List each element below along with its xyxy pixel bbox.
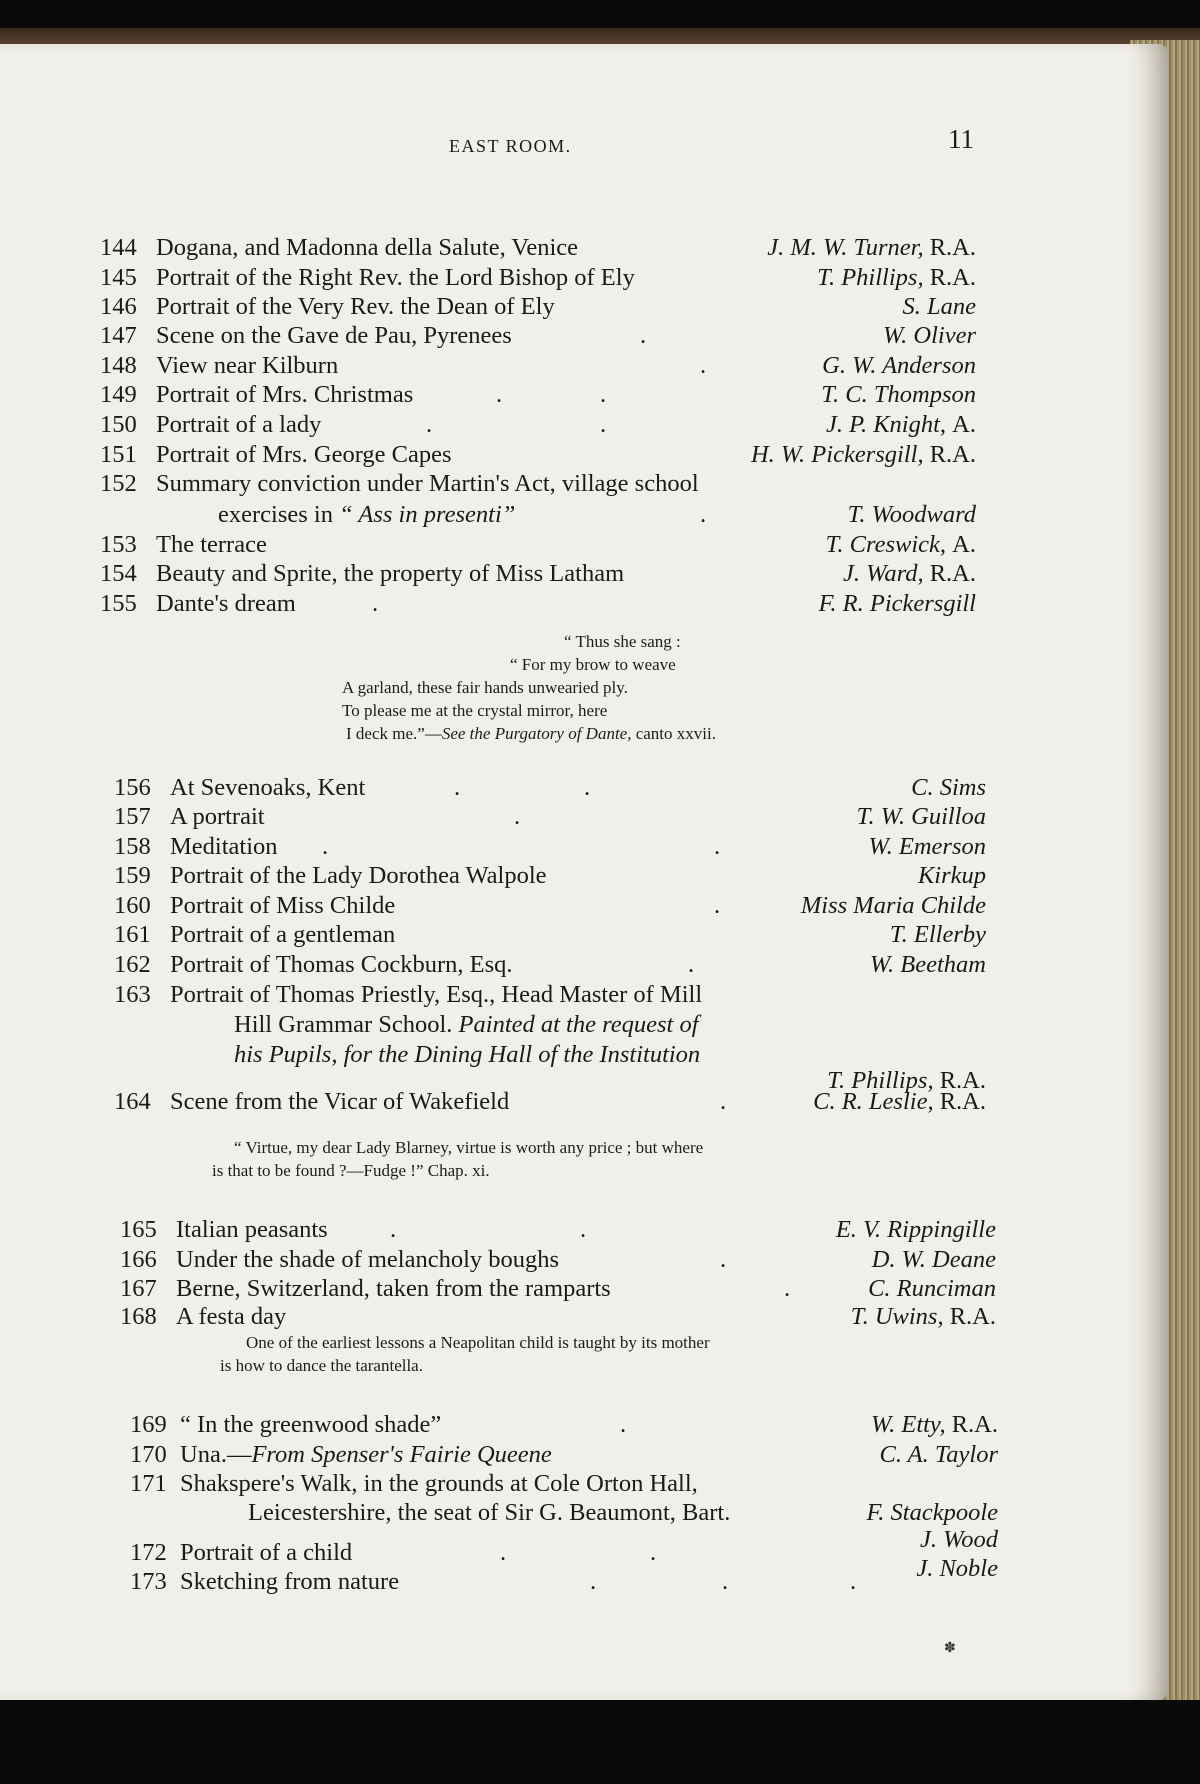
entry-number: 172 — [130, 1539, 167, 1566]
leader-dot: . — [720, 1088, 727, 1115]
page-number: 11 — [948, 124, 974, 154]
entry-149 — [100, 380, 976, 410]
entry-title: Portrait of Thomas Priestly, Esq., Head Master of Mill — [170, 981, 703, 1008]
entry-artist: W. Oliver — [883, 322, 976, 349]
entry-artist: W. Etty, R.A. — [870, 1411, 998, 1438]
leader-dot: . — [700, 352, 707, 379]
quote-festa: One of the earliest lessons a Neapolitan child is taught by its mother is how to dance the tarantella. — [220, 1333, 710, 1375]
entry-number: 151 — [100, 441, 137, 468]
leader-dot: . — [500, 1539, 507, 1566]
entry-number: 170 — [130, 1441, 167, 1468]
entry-155 — [100, 589, 976, 619]
entry-number: 152 — [100, 470, 137, 497]
entry-title: View near Kilburn — [156, 352, 339, 379]
entry-title: Portrait of the Right Rev. the Lord Bishop of Ely — [156, 264, 635, 291]
entry-title: Berne, Switzerland, taken from the ramparts — [176, 1275, 611, 1302]
entry-number: 158 — [114, 833, 151, 860]
entry-number: 163 — [114, 981, 151, 1008]
entry-number: 165 — [120, 1216, 157, 1243]
entry-title: Italian peasants — [176, 1216, 328, 1243]
leader-dot: . — [620, 1411, 627, 1438]
entry-title: Portrait of Mrs. George Capes — [156, 441, 452, 468]
entry-157 — [114, 802, 986, 832]
entry-153 — [100, 530, 976, 560]
entry-150 — [100, 410, 976, 440]
entry-title: Portrait of Mrs. Christmas — [156, 381, 414, 408]
ornament-mark: ✽ — [944, 1641, 956, 1656]
running-head: EAST ROOM. — [449, 136, 572, 156]
entry-number: 159 — [114, 862, 151, 889]
entry-number: 166 — [120, 1246, 157, 1273]
entry-164 — [114, 1087, 986, 1117]
entry-152-cont — [100, 500, 976, 530]
leader-dot: . — [714, 892, 721, 919]
leader-dot: . — [590, 1568, 597, 1595]
leader-dot: . — [850, 1568, 857, 1595]
leader-dot: . — [454, 774, 461, 801]
entry-title-cont: Leicestershire, the seat of Sir G. Beaumont, Bart. — [248, 1499, 731, 1526]
entry-title-cont: Hill Grammar School. Painted at the request of — [234, 1011, 699, 1038]
entry-title: The terrace — [156, 531, 267, 558]
entry-artist: W. Emerson — [868, 833, 986, 860]
entry-title: Portrait of a child — [180, 1539, 353, 1566]
entry-167 — [120, 1274, 996, 1304]
entry-number: 173 — [130, 1568, 167, 1595]
entry-171 — [130, 1469, 998, 1499]
entry-170 — [130, 1440, 998, 1470]
entry-artist: T. Ellerby — [889, 921, 986, 948]
entry-number: 148 — [100, 352, 137, 379]
entry-158 — [114, 832, 986, 862]
entry-artist: C. Sims — [911, 774, 986, 801]
entry-title: Summary conviction under Martin's Act, village school — [156, 470, 699, 497]
entry-151 — [100, 440, 976, 470]
entry-154 — [100, 559, 976, 589]
leader-dot: . — [496, 381, 503, 408]
entry-title: Meditation — [170, 833, 278, 860]
entry-147 — [100, 321, 976, 351]
entry-artist: T. Phillips, R.A. — [827, 1067, 986, 1094]
entry-title-cont: exercises in “ Ass in presenti” — [218, 501, 516, 528]
entry-162 — [114, 950, 986, 980]
entry-171-cont — [130, 1498, 998, 1528]
leader-dot: . — [784, 1275, 791, 1302]
entry-title: Under the shade of melancholy boughs — [176, 1246, 560, 1273]
quote-vicar: “ Virtue, my dear Lady Blarney, virtue is worth any price ; but where is that to be found ?—Fudge !” Chap. xi. — [212, 1138, 704, 1180]
entry-168 — [120, 1302, 996, 1332]
entry-148 — [100, 351, 976, 381]
entry-144 — [100, 233, 976, 263]
entry-artist: F. R. Pickersgill — [818, 590, 976, 617]
leader-dot: . — [372, 590, 379, 617]
entry-artist: S. Lane — [902, 293, 976, 320]
entry-163-attribution — [114, 1054, 986, 1094]
entry-number: 144 — [100, 234, 137, 261]
leader-dot: . — [584, 774, 591, 801]
entry-173 — [130, 1567, 998, 1597]
entry-title: Portrait of the Very Rev. the Dean of Ely — [156, 293, 555, 320]
entry-title: At Sevenoaks, Kent — [170, 774, 366, 801]
entry-145 — [100, 263, 976, 293]
entry-title: Portrait of Thomas Cockburn, Esq. — [170, 951, 513, 978]
entry-title: A festa day — [176, 1303, 287, 1330]
entry-152 — [100, 469, 976, 499]
entry-number: 162 — [114, 951, 151, 978]
entry-number: 167 — [120, 1275, 157, 1302]
leader-dot: . — [514, 803, 521, 830]
entry-artist: T. Creswick, A. — [825, 531, 976, 558]
leader-dot: . — [390, 1216, 397, 1243]
entry-artist: W. Beetham — [869, 951, 986, 978]
entry-number: 157 — [114, 803, 151, 830]
entry-169 — [130, 1410, 998, 1440]
entry-165 — [120, 1215, 996, 1245]
entry-artist: C. R. Leslie, R.A. — [813, 1088, 986, 1115]
entry-title: Shakspere's Walk, in the grounds at Cole Orton Hall, — [180, 1470, 698, 1497]
entry-number: 150 — [100, 411, 137, 438]
entry-artist: E. V. Rippingille — [835, 1216, 996, 1243]
entry-title: Portrait of a gentleman — [170, 921, 396, 948]
entry-number: 156 — [114, 774, 151, 801]
entry-artist: T. Woodward — [847, 501, 976, 528]
entry-title: Portrait of Miss Childe — [170, 892, 396, 919]
entry-artist: T. Phillips, R.A. — [817, 264, 976, 291]
entry-artist: H. W. Pickersgill, R.A. — [750, 441, 976, 468]
entry-artist: J. Wood — [919, 1526, 998, 1553]
entry-166 — [120, 1245, 996, 1275]
leader-dot: . — [688, 951, 695, 978]
entry-number: 168 — [120, 1303, 157, 1330]
leader-dot: . — [700, 501, 707, 528]
quote-dante: “ Thus she sang : “ For my brow to weave A garland, these fair hands unwearied ply. To please me at the crystal mirror, here I deck me.”—See the Purgatory of Dante, canto xxvii. — [342, 632, 716, 743]
entry-number: 153 — [100, 531, 137, 558]
entry-artist: C. Runciman — [868, 1275, 996, 1302]
entry-title-cont: his Pupils, for the Dining Hall of the Institution — [234, 1041, 701, 1068]
entry-number: 169 — [130, 1411, 167, 1438]
entry-artist: J. P. Knight, A. — [826, 411, 976, 438]
leader-dot: . — [720, 1246, 727, 1273]
entry-title: Portrait of a lady — [156, 411, 322, 438]
entry-number: 171 — [130, 1470, 167, 1497]
entry-title: Sketching from nature — [180, 1568, 400, 1595]
entry-artist: T. W. Guilloa — [856, 803, 986, 830]
entry-artist: J. M. W. Turner, R.A. — [767, 234, 976, 261]
entry-number: 149 — [100, 381, 137, 408]
entry-number: 154 — [100, 560, 137, 587]
entry-156 — [114, 773, 986, 803]
entry-title: A portrait — [170, 803, 265, 830]
entry-number: 160 — [114, 892, 151, 919]
entry-artist: F. Stackpoole — [866, 1499, 998, 1526]
leader-dot: . — [426, 411, 433, 438]
entry-title: Una.—From Spenser's Fairie Queene — [180, 1441, 552, 1468]
entry-title: Beauty and Sprite, the property of Miss Latham — [156, 560, 625, 587]
entry-number: 145 — [100, 264, 137, 291]
entry-160 — [114, 891, 986, 921]
entry-artist: C. A. Taylor — [879, 1441, 998, 1468]
entry-artist: Kirkup — [917, 862, 986, 889]
entry-title: Scene from the Vicar of Wakefield — [170, 1088, 510, 1115]
leader-dot: . — [714, 833, 721, 860]
leader-dot: . — [580, 1216, 587, 1243]
entry-146 — [100, 292, 976, 322]
entry-artist: T. C. Thompson — [821, 381, 976, 408]
entry-title: Portrait of the Lady Dorothea Walpole — [170, 862, 547, 889]
entry-artist: G. W. Anderson — [822, 352, 976, 379]
entry-number: 161 — [114, 921, 151, 948]
entry-number: 164 — [114, 1088, 151, 1115]
leader-dot: . — [722, 1568, 729, 1595]
entry-number: 155 — [100, 590, 137, 617]
entry-161 — [114, 920, 986, 950]
entry-163-cont — [114, 1010, 986, 1040]
entry-title: Dogana, and Madonna della Salute, Venice — [156, 234, 579, 261]
entry-title: “ In the greenwood shade” — [180, 1411, 442, 1438]
leader-dot: . — [600, 411, 607, 438]
entry-number: 147 — [100, 322, 137, 349]
leader-dot: . — [650, 1539, 657, 1566]
entry-artist: T. Uwins, R.A. — [850, 1303, 996, 1330]
entry-artist: J. Noble — [916, 1555, 998, 1582]
leader-dot: . — [322, 833, 329, 860]
entry-artist: Miss Maria Childe — [800, 892, 986, 919]
entry-159 — [114, 861, 986, 891]
entry-163 — [114, 980, 986, 1010]
leader-dot: . — [600, 381, 607, 408]
entry-title: Scene on the Gave de Pau, Pyrenees — [156, 322, 512, 349]
entry-artist: D. W. Deane — [871, 1246, 996, 1273]
entry-title: Dante's dream — [156, 590, 296, 617]
entry-artist: J. Ward, R.A. — [843, 560, 976, 587]
entry-number: 146 — [100, 293, 137, 320]
leader-dot: . — [640, 322, 647, 349]
